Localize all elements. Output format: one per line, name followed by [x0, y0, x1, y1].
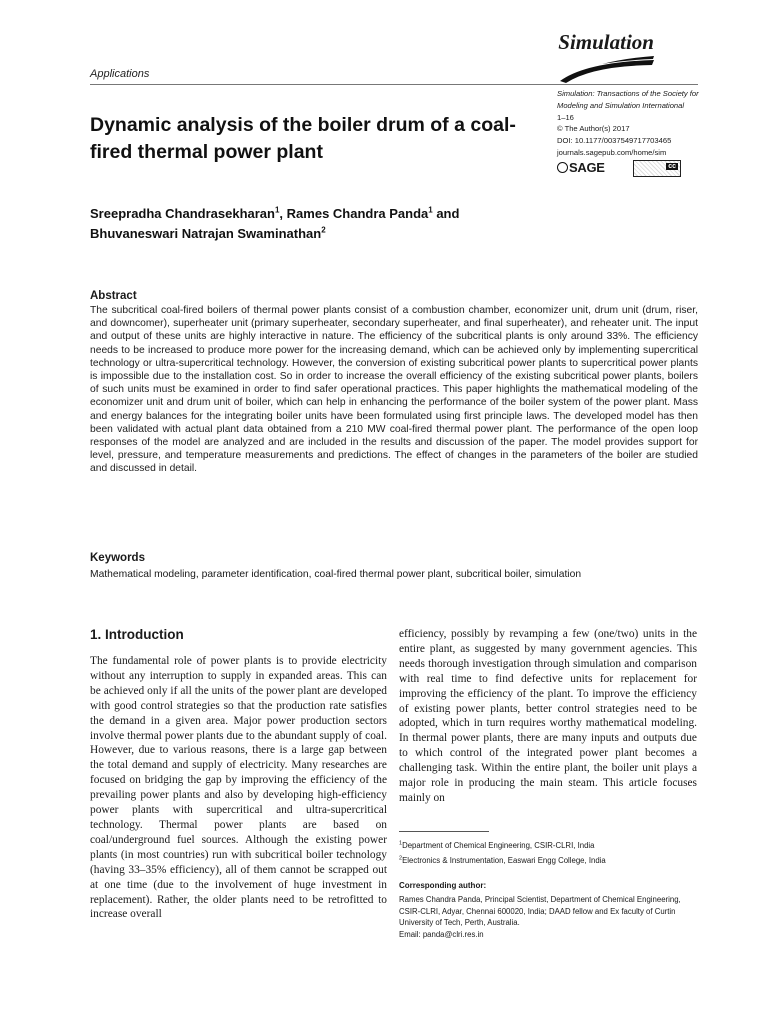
doi[interactable]: DOI: 10.1177/0037549717703465 — [557, 136, 672, 146]
corresponding-author-details — [399, 894, 697, 940]
article-title: Dynamic analysis of the boiler drum of a coal-fired thermal power plant — [90, 114, 516, 163]
author-list — [90, 204, 550, 244]
journal-full-name: Simulation: Transactions of the Society for Modeling and Simulation International — [557, 89, 699, 110]
author-name: Bhuvaneswari Natrajan Swaminathan — [90, 226, 322, 241]
introduction-heading: 1. Introduction — [90, 627, 184, 642]
page-range: 1–16 — [557, 112, 574, 122]
author-separator: and — [432, 206, 460, 221]
section-label: Applications — [90, 68, 150, 80]
article-meta — [557, 88, 717, 159]
author-name: Sreepradha Chandrasekharan — [90, 206, 275, 221]
header-divider — [90, 84, 698, 85]
author-name: Rames Chandra Panda — [286, 206, 429, 221]
footnote-divider — [399, 831, 489, 832]
journal-swoosh-logo — [556, 54, 656, 84]
introduction-left-column: The fundamental role of power plants is to provide electricity without any interruption to supply in expanded areas. This can be achieved only if all the units of the power plant are developed with good control strategies so that the production rate satisfies the demand in a given area. Major power production sectors involve thermal power plants due to the abundant supply of coal. However, due to various reasons, there is a large gap between the total demand and supply of electricity. Many researches are focused on bridging the gap by improving the efficiency of the prevailing power plants and also by developing high-efficiency power plants with supercritical and ultra-supercritical technology. Thermal power plants are based on coal/underground fuel sources. Although the existing power plants (in most countries) run with subcritical boiler technology (having 33–35% efficiency), all of them cannot be scrapped out at one time (due to the involvement of huge investment in replacement). Rather, the older plants need to be retrofitted to increase overall — [90, 655, 387, 921]
keywords-text: Mathematical modeling, parameter identification, coal-fired thermal power plant, subcritical boiler, simulation — [90, 569, 582, 580]
corresponding-author-email[interactable]: Email: panda@clri.res.in — [399, 929, 484, 939]
affiliation-1: $^1$Department of Chemical Engineering, CSIR-CLRI, India — [399, 840, 595, 850]
affiliation-2: $^2$Electronics & Instrumentation, Easwari Engg College, India — [399, 855, 606, 865]
author-separator: , — [279, 206, 287, 221]
author-affiliation-mark: 1 — [428, 205, 433, 215]
keywords-heading: Keywords — [90, 552, 145, 564]
abstract-text: The subcritical coal-fired boilers of thermal power plants consist of a combustion chamber, economizer unit, drum unit (drum, riser, and downcomer), superheater unit (primary superheater, secondary superheater, and final superheater), and reheater unit. The input and output of these units are highly interactive in nature. The efficiency of the subcritical plants is only around 33%. The efficiency needs to be increased to produce more power for the increasing demand, which can be achieved only by implementing supercritical technology or ultra-supercritical technology. However, the conversion of existing subcritical power plants to supercritical power plants is impossible due to the installation cost. So in order to increase the overall efficiency of the existing subcritical power plants, boilers of such units must be examined in order to find safer operational practices. This paper highlights the mathematical modeling of the economizer unit and drum unit of boiler, which can help in enhancing the performance of the boiler system of the power plant. Mass and energy balances for the integrating boiler units have been formulated using first principle laws. The developed model has then been validated with actual plant data obtained from a 210 MW coal-fired thermal power plant. The performance of the open loop responses of the model are analyzed and are included in the results and discussion of the paper. The model provides support for level, pressure, and temperature measurements and predictions. The effect of changes in the parameters of the boiler are studied and discussed in detail. — [90, 305, 698, 475]
corresponding-author-address: Rames Chandra Panda, Principal Scientist, Department of Chemical Engineering, CSIR-CLRI, Adyar, Chennai 600020, India; DAAD fellow and Ex faculty of Curtin University of Tech, Perth, Australia. — [399, 895, 681, 927]
journal-name: Simulation — [558, 30, 654, 54]
copyright: © The Author(s) 2017 — [557, 124, 630, 134]
author-affiliation-mark: 2 — [321, 225, 326, 235]
author-affiliation-mark: 1 — [274, 205, 280, 215]
introduction-right-column: efficiency, possibly by revamping a few (one/two) units in the entire plant, as suggested by many government agencies. This needs thorough investigation through simulation and comparison with real time to find defective units for replacement for improving the efficiency of the plant. To improve the efficiency of existing power plants, better control strategies need to be adopted, which in turn requires worthy mathematical modeling. In thermal power plants, there are many inputs and outputs due to which control of the integrated power plant becomes a challenging task. Within the entire plant, the boiler unit plays a major role in producing the main steam. This article focuses mainly on — [399, 628, 697, 804]
license-badge-icon: cc — [633, 160, 681, 177]
sage-logo: SAGE — [557, 160, 605, 175]
corresponding-author-heading: Corresponding author: — [399, 881, 487, 890]
journal-url[interactable]: journals.sagepub.com/home/sim — [557, 147, 667, 157]
publisher-logos — [557, 160, 717, 178]
abstract-heading: Abstract — [90, 290, 137, 302]
